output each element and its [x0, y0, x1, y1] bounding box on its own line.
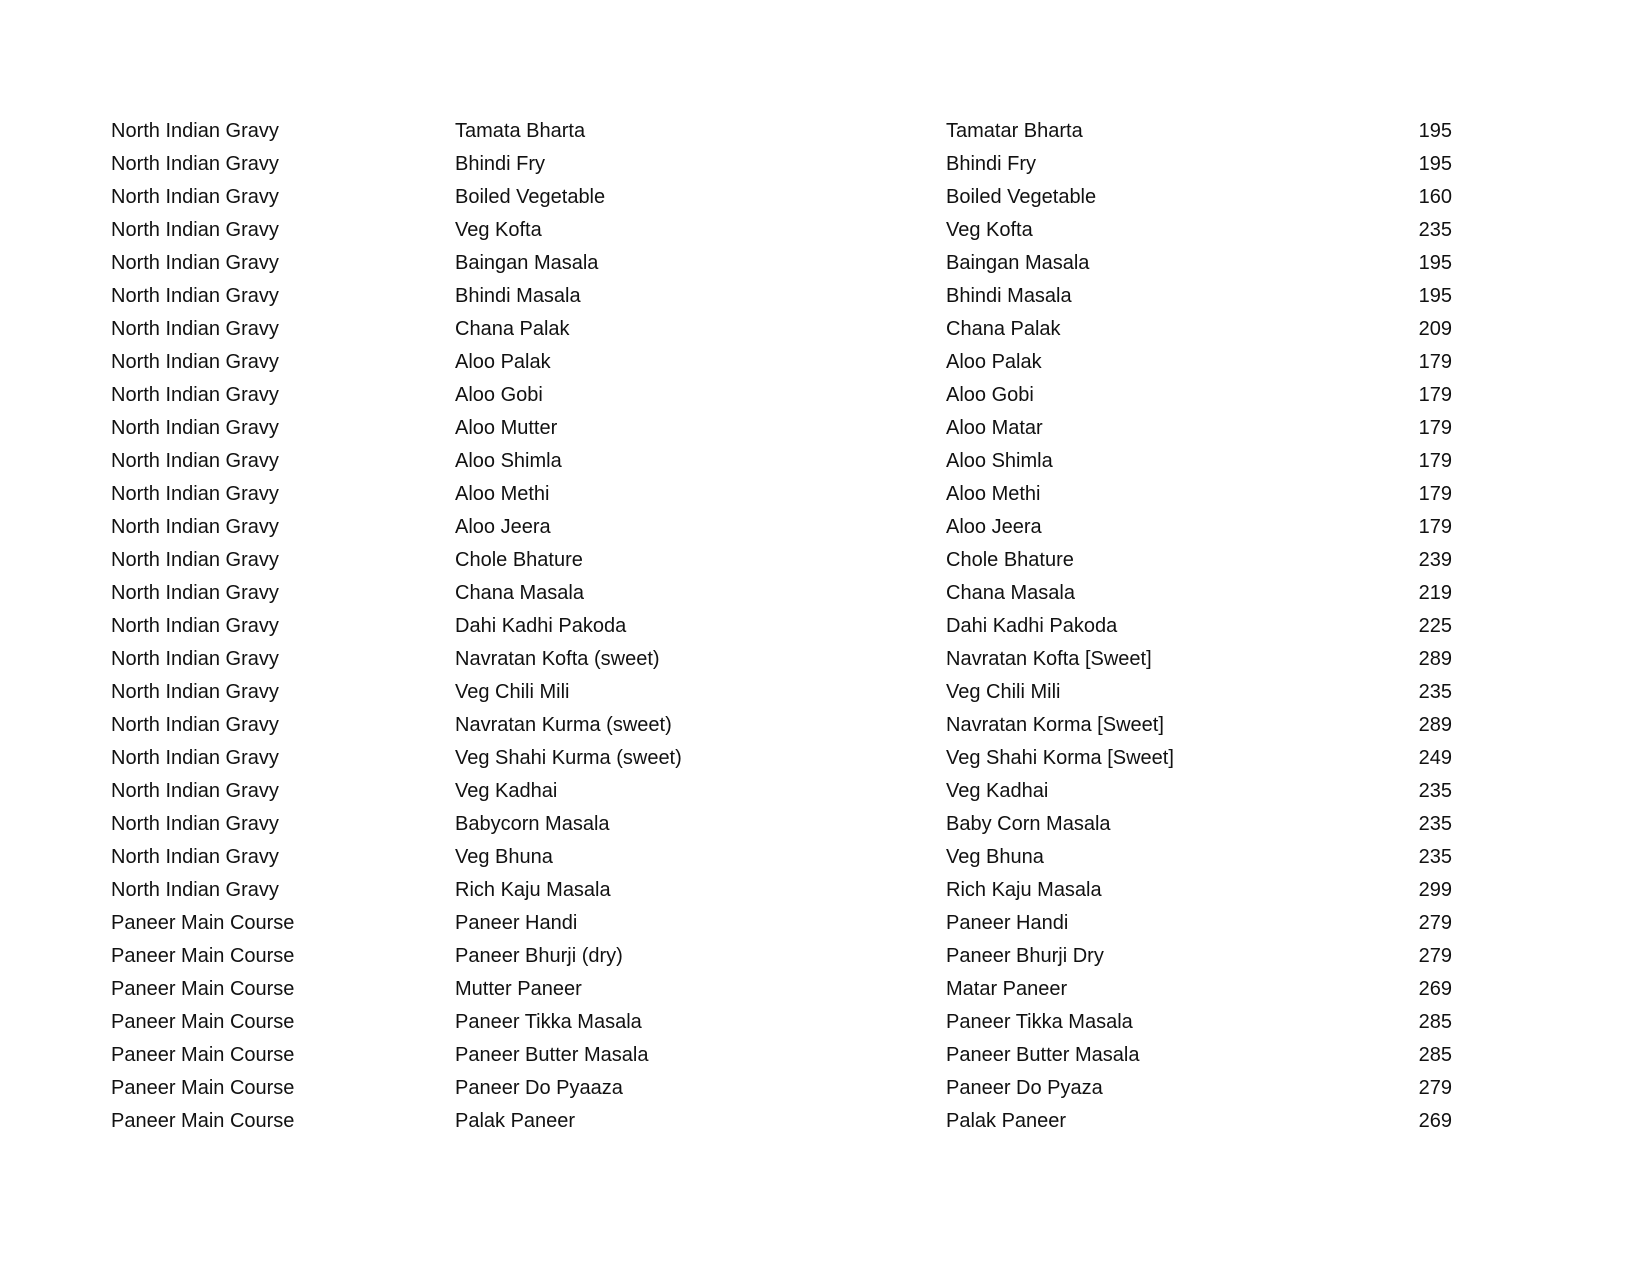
- price-cell: 160: [1418, 186, 1452, 208]
- display-name-cell: Navratan Kofta [Sweet]: [946, 648, 1152, 670]
- category-cell: Paneer Main Course: [111, 912, 295, 934]
- table-row: [0, 247, 1650, 280]
- table-row: [0, 478, 1650, 511]
- item-cell: Aloo Palak: [455, 351, 551, 373]
- item-cell: Aloo Shimla: [455, 450, 562, 472]
- category-cell: North Indian Gravy: [111, 549, 279, 571]
- item-cell: Mutter Paneer: [455, 978, 582, 1000]
- display-name-cell: Chana Masala: [946, 582, 1075, 604]
- category-cell: North Indian Gravy: [111, 615, 279, 637]
- display-name-cell: Veg Chili Mili: [946, 681, 1061, 703]
- display-name-cell: Paneer Tikka Masala: [946, 1011, 1133, 1033]
- price-cell: 235: [1418, 846, 1452, 868]
- price-cell: 225: [1418, 615, 1452, 637]
- category-cell: North Indian Gravy: [111, 648, 279, 670]
- table-row: [0, 181, 1650, 214]
- item-cell: Palak Paneer: [455, 1110, 576, 1132]
- price-cell: 179: [1418, 516, 1452, 538]
- display-name-cell: Baby Corn Masala: [946, 813, 1111, 835]
- table-row: [0, 610, 1650, 643]
- category-cell: North Indian Gravy: [111, 582, 279, 604]
- table-row: [0, 148, 1650, 181]
- display-name-cell: Aloo Methi: [946, 483, 1041, 505]
- table-row: [0, 643, 1650, 676]
- price-cell: 235: [1418, 780, 1452, 802]
- item-cell: Rich Kaju Masala: [455, 879, 611, 901]
- table-row: [0, 742, 1650, 775]
- item-cell: Babycorn Masala: [455, 813, 610, 835]
- category-cell: North Indian Gravy: [111, 747, 279, 769]
- display-name-cell: Veg Kofta: [946, 219, 1033, 241]
- display-name-cell: Paneer Bhurji Dry: [946, 945, 1104, 967]
- category-cell: North Indian Gravy: [111, 120, 279, 142]
- category-cell: North Indian Gravy: [111, 450, 279, 472]
- table-row: [0, 313, 1650, 346]
- table-row: [0, 412, 1650, 445]
- item-cell: Paneer Tikka Masala: [455, 1011, 642, 1033]
- table-row: [0, 1006, 1650, 1039]
- display-name-cell: Veg Bhuna: [946, 846, 1044, 868]
- category-cell: North Indian Gravy: [111, 714, 279, 736]
- table-row: [0, 808, 1650, 841]
- table-row: [0, 1072, 1650, 1105]
- category-cell: North Indian Gravy: [111, 813, 279, 835]
- item-cell: Chana Masala: [455, 582, 584, 604]
- category-cell: North Indian Gravy: [111, 186, 279, 208]
- category-cell: Paneer Main Course: [111, 1110, 295, 1132]
- item-cell: Aloo Gobi: [455, 384, 543, 406]
- item-cell: Boiled Vegetable: [455, 186, 606, 208]
- table-row: [0, 874, 1650, 907]
- price-cell: 279: [1418, 912, 1452, 934]
- item-cell: Chana Palak: [455, 318, 570, 340]
- price-cell: 235: [1418, 219, 1452, 241]
- table-row: [0, 973, 1650, 1006]
- table-row: [0, 940, 1650, 973]
- category-cell: North Indian Gravy: [111, 318, 279, 340]
- price-cell: 179: [1418, 384, 1452, 406]
- price-cell: 235: [1418, 813, 1452, 835]
- table-row: [0, 445, 1650, 478]
- item-cell: Veg Bhuna: [455, 846, 553, 868]
- item-cell: Paneer Bhurji (dry): [455, 945, 623, 967]
- item-cell: Veg Shahi Kurma (sweet): [455, 747, 682, 769]
- price-cell: 179: [1418, 450, 1452, 472]
- table-row: [0, 841, 1650, 874]
- item-cell: Paneer Do Pyaaza: [455, 1077, 623, 1099]
- display-name-cell: Paneer Butter Masala: [946, 1044, 1140, 1066]
- category-cell: Paneer Main Course: [111, 978, 295, 1000]
- price-cell: 179: [1418, 483, 1452, 505]
- item-cell: Aloo Mutter: [455, 417, 558, 439]
- price-cell: 195: [1418, 285, 1452, 307]
- display-name-cell: Aloo Palak: [946, 351, 1042, 373]
- table-row: [0, 1039, 1650, 1072]
- category-cell: North Indian Gravy: [111, 879, 279, 901]
- price-cell: 299: [1418, 879, 1452, 901]
- price-cell: 209: [1418, 318, 1452, 340]
- item-cell: Paneer Butter Masala: [455, 1044, 649, 1066]
- category-cell: North Indian Gravy: [111, 483, 279, 505]
- display-name-cell: Chana Palak: [946, 318, 1061, 340]
- item-cell: Baingan Masala: [455, 252, 599, 274]
- table-row: [0, 280, 1650, 313]
- menu-price-table: [0, 115, 1650, 1138]
- display-name-cell: Chole Bhature: [946, 549, 1074, 571]
- category-cell: North Indian Gravy: [111, 681, 279, 703]
- display-name-cell: Aloo Gobi: [946, 384, 1034, 406]
- price-cell: 269: [1418, 1110, 1452, 1132]
- category-cell: North Indian Gravy: [111, 846, 279, 868]
- category-cell: Paneer Main Course: [111, 1011, 295, 1033]
- item-cell: Bhindi Fry: [455, 153, 546, 175]
- price-cell: 239: [1418, 549, 1452, 571]
- price-cell: 179: [1418, 417, 1452, 439]
- display-name-cell: Bhindi Fry: [946, 153, 1037, 175]
- display-name-cell: Veg Kadhai: [946, 780, 1049, 802]
- price-cell: 179: [1418, 351, 1452, 373]
- display-name-cell: Bhindi Masala: [946, 285, 1072, 307]
- category-cell: North Indian Gravy: [111, 219, 279, 241]
- price-cell: 195: [1418, 120, 1452, 142]
- item-cell: Aloo Methi: [455, 483, 550, 505]
- table-row: [0, 676, 1650, 709]
- table-row: [0, 709, 1650, 742]
- price-cell: 289: [1418, 714, 1452, 736]
- table-row: [0, 577, 1650, 610]
- price-cell: 269: [1418, 978, 1452, 1000]
- item-cell: Bhindi Masala: [455, 285, 581, 307]
- display-name-cell: Veg Shahi Korma [Sweet]: [946, 747, 1174, 769]
- price-cell: 195: [1418, 252, 1452, 274]
- table-row: [0, 544, 1650, 577]
- display-name-cell: Aloo Jeera: [946, 516, 1042, 538]
- price-cell: 289: [1418, 648, 1452, 670]
- item-cell: Veg Chili Mili: [455, 681, 570, 703]
- table-row: [0, 379, 1650, 412]
- price-cell: 279: [1418, 1077, 1452, 1099]
- category-cell: North Indian Gravy: [111, 780, 279, 802]
- display-name-cell: Matar Paneer: [946, 978, 1068, 1000]
- table-row: [0, 775, 1650, 808]
- category-cell: North Indian Gravy: [111, 252, 279, 274]
- item-cell: Paneer Handi: [455, 912, 578, 934]
- item-cell: Dahi Kadhi Pakoda: [455, 615, 627, 637]
- price-cell: 285: [1418, 1044, 1452, 1066]
- category-cell: North Indian Gravy: [111, 153, 279, 175]
- item-cell: Navratan Kofta (sweet): [455, 648, 660, 670]
- category-cell: North Indian Gravy: [111, 384, 279, 406]
- display-name-cell: Boiled Vegetable: [946, 186, 1097, 208]
- price-cell: 219: [1418, 582, 1452, 604]
- display-name-cell: Dahi Kadhi Pakoda: [946, 615, 1118, 637]
- display-name-cell: Rich Kaju Masala: [946, 879, 1102, 901]
- price-cell: 249: [1418, 747, 1452, 769]
- display-name-cell: Aloo Matar: [946, 417, 1043, 439]
- display-name-cell: Baingan Masala: [946, 252, 1090, 274]
- item-cell: Aloo Jeera: [455, 516, 551, 538]
- category-cell: Paneer Main Course: [111, 1044, 295, 1066]
- category-cell: Paneer Main Course: [111, 945, 295, 967]
- table-row: [0, 115, 1650, 148]
- item-cell: Veg Kadhai: [455, 780, 558, 802]
- table-row: [0, 346, 1650, 379]
- price-cell: 235: [1418, 681, 1452, 703]
- price-cell: 279: [1418, 945, 1452, 967]
- display-name-cell: Paneer Do Pyaza: [946, 1077, 1103, 1099]
- table-row: [0, 907, 1650, 940]
- table-row: [0, 1105, 1650, 1138]
- table-row: [0, 511, 1650, 544]
- item-cell: Navratan Kurma (sweet): [455, 714, 672, 736]
- category-cell: North Indian Gravy: [111, 285, 279, 307]
- display-name-cell: Aloo Shimla: [946, 450, 1053, 472]
- table-row: [0, 214, 1650, 247]
- display-name-cell: Palak Paneer: [946, 1110, 1067, 1132]
- category-cell: North Indian Gravy: [111, 351, 279, 373]
- display-name-cell: Tamatar Bharta: [946, 120, 1083, 142]
- item-cell: Veg Kofta: [455, 219, 542, 241]
- category-cell: North Indian Gravy: [111, 516, 279, 538]
- display-name-cell: Navratan Korma [Sweet]: [946, 714, 1164, 736]
- price-cell: 195: [1418, 153, 1452, 175]
- item-cell: Chole Bhature: [455, 549, 583, 571]
- display-name-cell: Paneer Handi: [946, 912, 1069, 934]
- category-cell: North Indian Gravy: [111, 417, 279, 439]
- item-cell: Tamata Bharta: [455, 120, 586, 142]
- price-cell: 285: [1418, 1011, 1452, 1033]
- category-cell: Paneer Main Course: [111, 1077, 295, 1099]
